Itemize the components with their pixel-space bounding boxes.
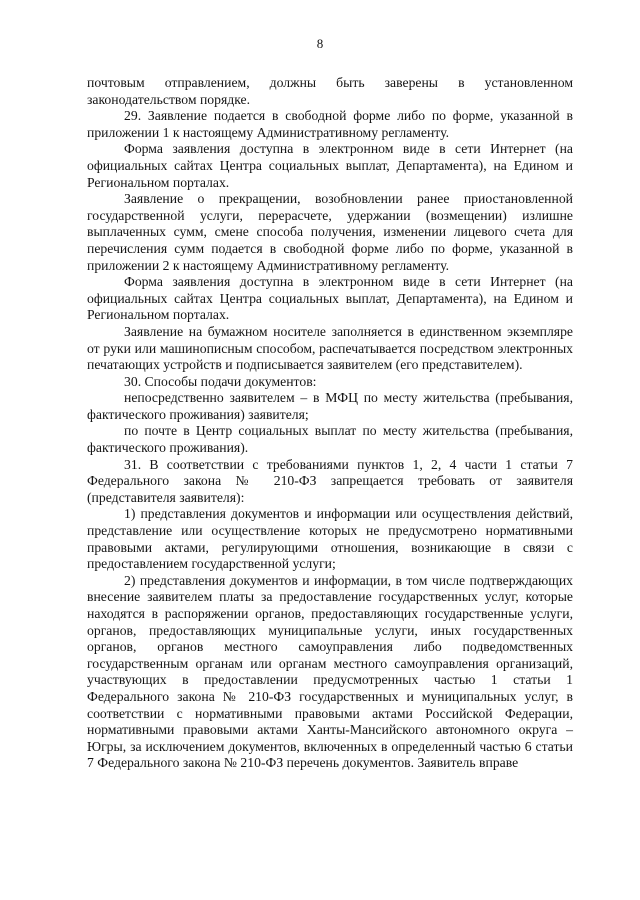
paragraph: почтовым отправлением, должны быть заверены в установленном законодательством порядке. bbox=[87, 75, 573, 107]
paragraph: Заявление на бумажном носителе заполняется в единственном экземпляре от руки или машинописным способом, распечатывается посредством электронных печатающих устройств и подписывается заявителем (его представителем). bbox=[87, 323, 573, 373]
paragraph: 1) представления документов и информации или осуществления действий, представление или осуществление которых не предусмотрено нормативными правовыми актами, регулирующими отношения, возникающие в связи с предоставлением государственной услуги; bbox=[87, 506, 573, 572]
paragraph: непосредственно заявителем – в МФЦ по месту жительства (пребывания, фактического проживания) заявителя; bbox=[87, 390, 573, 422]
paragraph: по почте в Центр социальных выплат по месту жительства (пребывания, фактического проживания). bbox=[87, 423, 573, 456]
paragraph: Форма заявления доступна в электронном виде в сети Интернет (на официальных сайтах Центра социальных выплат, Департамента), на Едином и Региональном порталах. bbox=[87, 141, 573, 190]
paragraph: Форма заявления доступна в электронном виде в сети Интернет (на официальных сайтах Центра социальных выплат, Департамента), на Едином и Региональном порталах. bbox=[87, 274, 573, 323]
page-number: 8 bbox=[316, 36, 324, 51]
paragraph: Заявление о прекращении, возобновлении ранее приостановленной государственной услуги, перерасчете, удержании (возмещении) излишне выплаченных сумм, смене способа получения, изменении лицевого счета для перечисления сумм подается в свободной форме либо по форме, указанной в приложении 2 к настоящему Административному регламенту. bbox=[87, 191, 573, 273]
paragraph: 31. В соответствии с требованиями пунктов 1, 2, 4 части 1 статьи 7 Федерального закона № 210-ФЗ запрещается требовать от заявителя (представителя заявителя): bbox=[87, 456, 573, 505]
paragraph: 30. Способы подачи документов: bbox=[124, 373, 317, 389]
paragraph: 2) представления документов и информации, в том числе подтверждающих внесение заявителем платы за предоставление государственных услуг, которые находятся в распоряжении органов, предоставляющих государственные услуги, органов, предоставляющих муниципальные услуги, иных государственных органов, органов местного самоуправления либо подведомственных государственным органам или органам местного самоуправления организаций, участвующих в предоставлении предусмотренных частью 1 статьи 1 Федерального закона № 210-ФЗ государственных и муниципальных услуг, в соответствии с нормативными правовыми актами Российской Федерации, нормативными правовыми актами Ханты-Мансийского автономного округа – Югры, за исключением документов, включенных в определенный частью 6 статьи 7 Федерального закона № 210-ФЗ перечень документов. Заявитель вправе bbox=[87, 572, 573, 771]
paragraph: 29. Заявление подается в свободной форме либо по форме, указанной в приложении 1 к настоящему Административному регламенту. bbox=[87, 108, 573, 140]
document-body bbox=[87, 75, 573, 772]
